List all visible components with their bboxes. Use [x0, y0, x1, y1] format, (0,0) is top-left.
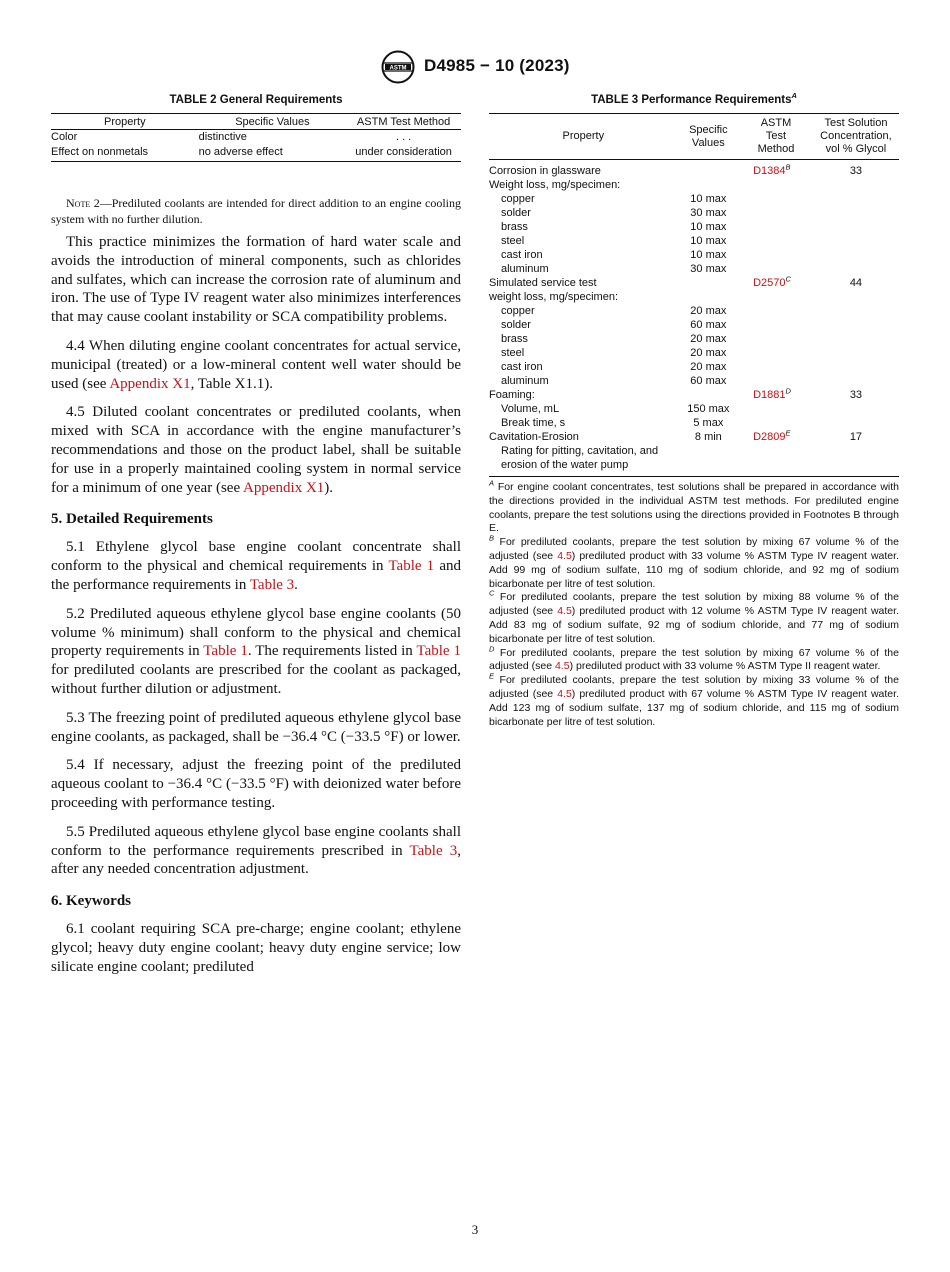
table3-performance-requirements — [489, 113, 899, 477]
concentration-cell — [813, 374, 899, 388]
page-header — [0, 50, 950, 86]
footnote-mark: A — [489, 478, 495, 488]
text-run: and the performance requirements in — [51, 558, 461, 593]
paragraph-5-5 — [51, 823, 461, 879]
table-cell: . . . — [395, 131, 412, 143]
caption-text: TABLE 3 Performance Requirements — [591, 94, 792, 106]
table-3-link[interactable]: Table 3 — [249, 576, 295, 593]
table3-footnote — [489, 478, 899, 536]
header-text: Test Solution — [824, 117, 888, 129]
text-run: 5.1 Ethylene glycol base engine coolant concentrate shall conform to the physical and chemical requirements in — [51, 539, 461, 575]
right-column — [489, 91, 899, 729]
value-cell — [678, 458, 740, 477]
paragraph-6-1: 6.1 coolant requiring SCA pre-charge; engine coolant; ethylene glycol; heavy duty engine coolant; heavy duty engine service; low silicate engine coolant; prediluted — [51, 921, 461, 975]
property-cell: copper — [501, 193, 535, 205]
table-row — [489, 346, 899, 360]
concentration-cell — [813, 402, 899, 416]
table-row — [489, 332, 899, 346]
value-cell: 60 max — [690, 319, 727, 331]
table3-header-method — [739, 114, 813, 160]
table-row — [489, 360, 899, 374]
section-6-heading: 6. Keywords — [51, 893, 131, 910]
table3-footnote — [489, 644, 899, 675]
method-cell — [739, 388, 813, 402]
value-cell — [678, 178, 740, 192]
value-cell: 30 max — [690, 263, 727, 275]
table-row — [489, 402, 899, 416]
test-method-link[interactable]: D2570 — [753, 277, 786, 289]
text-run: ). — [324, 479, 334, 496]
method-cell — [739, 192, 813, 206]
text-run: . — [294, 576, 298, 593]
property-cell: Foaming: — [489, 389, 535, 401]
table2-general-requirements — [51, 113, 461, 162]
method-cell — [739, 430, 813, 444]
table-1-link[interactable]: Table 1 — [416, 643, 461, 660]
method-cell — [739, 346, 813, 360]
table-row — [489, 416, 899, 430]
value-cell: 20 max — [690, 305, 727, 317]
value-cell: 60 max — [690, 375, 727, 387]
concentration-cell — [813, 220, 899, 234]
value-cell: 30 max — [690, 207, 727, 219]
method-cell — [739, 304, 813, 318]
method-cell — [739, 458, 813, 477]
appendix-x1-link[interactable]: Appendix X1 — [109, 375, 191, 392]
table3-header-property: Property — [489, 114, 678, 160]
table-row — [489, 192, 899, 206]
table-cell: Effect on nonmetals — [51, 145, 199, 162]
value-cell — [678, 160, 740, 179]
table-cell: distinctive — [198, 131, 247, 143]
text-run: 5.5 Prediluted aqueous ethylene glycol base engine coolants shall conform to the performance requirements prescribed in — [51, 823, 461, 859]
concentration-cell — [813, 304, 899, 318]
property-cell: cast iron — [501, 249, 543, 261]
table2-header-property: Property — [51, 114, 199, 130]
section-4-5-link[interactable]: 4.5 — [557, 605, 572, 618]
text-run: for prediluted coolants are prescribed for the coolant as packaged, without further dilution or adjustment. — [51, 662, 461, 697]
concentration-cell — [813, 206, 899, 220]
concentration-cell: 17 — [849, 431, 863, 443]
value-cell — [678, 290, 740, 304]
concentration-cell — [813, 444, 899, 458]
page-number: 3 — [471, 1222, 479, 1237]
table-cell: no adverse effect — [199, 145, 347, 162]
value-cell: 10 max — [690, 235, 727, 247]
table3-footnotes — [489, 478, 899, 729]
method-cell — [739, 360, 813, 374]
note-2 — [51, 196, 461, 227]
property-cell: solder — [501, 207, 531, 219]
text-run: , after any needed concentration adjustment. — [51, 842, 461, 878]
header-text: ASTM — [760, 117, 792, 129]
method-cell — [739, 276, 813, 290]
text-run: ) prediluted product with 33 volume % ASTM Type II reagent water. — [569, 660, 881, 673]
method-cell — [739, 160, 813, 179]
test-method-link[interactable]: D1384 — [753, 165, 786, 177]
value-cell: 10 max — [690, 221, 727, 233]
table-row — [489, 458, 899, 477]
concentration-cell — [813, 346, 899, 360]
table-row — [51, 145, 461, 162]
table2-header-method: ASTM Test Method — [346, 114, 461, 130]
table2-caption: TABLE 2 General Requirements — [169, 94, 343, 106]
property-cell: erosion of the water pump — [489, 458, 678, 477]
table-row — [489, 276, 899, 290]
value-cell: 8 min — [694, 431, 722, 443]
astm-logo-icon — [381, 50, 415, 84]
footnote-mark: E — [489, 671, 495, 681]
property-cell: Simulated service test — [489, 277, 597, 289]
text-run: ) prediluted product with 12 volume % ASTM Type IV reagent water. Add 83 mg of sodium sulfate, 92 mg of sodium chloride, and 77 mg of sodium bicarbonate per litre of test solution. — [489, 605, 899, 645]
paragraph-5-2 — [51, 605, 461, 699]
text-run: ) prediluted product with 67 volume % ASTM Type IV reagent water. Add 123 mg of sodium sulfate, 137 mg of sodium chloride, and 115 mg of sodium bicarbonate per litre of test solution. — [489, 687, 899, 728]
value-cell: 20 max — [690, 347, 727, 359]
table-row — [489, 178, 899, 192]
text-run: 4.4 When diluting engine coolant concentrates for actual service, municipal (treated) or a low-mineral content well water should be used (see — [51, 337, 461, 392]
text-run: 5.2 Prediluted aqueous ethylene glycol base engine coolants (50 volume % minimum) shall conform to the physical and chemical property requirements in — [51, 605, 461, 660]
text-run: For prediluted coolants, prepare the test solution by mixing 33 volume % of the adjusted (see — [489, 674, 899, 700]
value-cell: 20 max — [690, 333, 727, 345]
footnote-mark: D — [489, 644, 495, 654]
header-text: Concentration, — [820, 130, 892, 142]
footnote-mark: C — [489, 588, 495, 598]
concentration-cell — [813, 192, 899, 206]
property-cell: Cavitation-Erosion — [489, 431, 579, 443]
text-run: For engine coolant concentrates, test solutions shall be prepared in accordance with the directions provided in the individual ASTM test methods. For prediluted engine coolants, prepare the test solutions using the directions provided in Footnotes B through E. — [489, 481, 899, 535]
concentration-cell — [813, 360, 899, 374]
paragraph-4-5 — [51, 403, 461, 497]
value-cell: 20 max — [690, 361, 727, 373]
caption-footnote-mark: A — [791, 91, 797, 101]
table2-header-values: Specific Values — [199, 114, 347, 130]
table-cell: Color — [51, 131, 78, 143]
section-4-5-link[interactable]: 4.5 — [557, 687, 572, 700]
method-cell — [739, 206, 813, 220]
property-cell: Rating for pitting, cavitation, and — [501, 445, 659, 457]
concentration-cell — [813, 178, 899, 192]
property-cell: weight loss, mg/specimen: — [489, 291, 618, 303]
table-row — [489, 234, 899, 248]
table3-footnote — [489, 671, 899, 729]
property-cell: steel — [501, 347, 525, 359]
document-designation: D4985 − 10 (2023) — [424, 56, 570, 75]
text-run: 4.5 Diluted coolant concentrates or prediluted coolants, when mixed with SCA in accordance with the engine manufacturer’s recommendations and those on the product label, shall be suitable for use in a properly maintained cooling system in normal service for a minimum of one year (see — [51, 404, 461, 496]
table-row — [489, 318, 899, 332]
method-cell — [739, 444, 813, 458]
property-cell: cast iron — [501, 361, 543, 373]
text-run: For prediluted coolants, prepare the test solution by mixing 67 volume % of the adjusted (see — [489, 536, 899, 562]
property-cell: Break time, s — [501, 417, 566, 429]
note-text: —Prediluted coolants are intended for direct addition to an engine cooling system with no further dilution. — [51, 196, 462, 226]
value-cell: 10 max — [690, 249, 727, 261]
property-cell: Volume, mL — [501, 403, 560, 415]
header-text: Specific Values — [689, 123, 728, 149]
table-row — [489, 304, 899, 318]
method-cell — [739, 290, 813, 304]
table-row — [489, 374, 899, 388]
table-1-link[interactable]: Table 1 — [203, 643, 248, 660]
footnote-mark: B — [489, 533, 495, 543]
section-4-5-link[interactable]: 4.5 — [557, 549, 572, 562]
paragraph-5-4: 5.4 If necessary, adjust the freezing point of the prediluted aqueous coolant to −36.4 °C (−33.5 °F) with deionized water before proceeding with performance testing. — [51, 757, 461, 811]
text-run: For prediluted coolants, prepare the test solution by mixing 67 volume % of the adjusted (see — [489, 646, 899, 673]
table-row — [489, 444, 899, 458]
header-text: Method — [757, 143, 795, 155]
test-method-link[interactable]: D2809 — [753, 431, 786, 443]
table3-footnote — [489, 533, 899, 591]
table-row — [489, 262, 899, 276]
property-cell: solder — [501, 319, 531, 331]
method-cell — [739, 402, 813, 416]
table-row — [489, 388, 899, 402]
property-cell: copper — [501, 305, 535, 317]
concentration-cell — [813, 318, 899, 332]
appendix-x1-link[interactable]: Appendix X1 — [243, 479, 325, 496]
value-cell: 5 max — [693, 417, 724, 429]
method-cell — [739, 262, 813, 276]
property-cell: steel — [501, 235, 525, 247]
table3-header-values — [678, 114, 740, 160]
table3-body — [489, 160, 899, 477]
note-label: Note 2 — [66, 196, 100, 210]
table-3-link[interactable]: Table 3 — [409, 842, 458, 859]
table-1-link[interactable]: Table 1 — [388, 558, 435, 575]
table-row — [489, 206, 899, 220]
concentration-cell — [813, 416, 899, 430]
property-cell: Corrosion in glassware — [489, 165, 601, 177]
value-cell: 150 max — [687, 403, 730, 415]
method-cell — [739, 234, 813, 248]
paragraph-5-1 — [51, 538, 461, 594]
footnote-mark: E — [785, 428, 791, 438]
concentration-cell — [813, 234, 899, 248]
paragraph-intro: This practice minimizes the formation of hard water scale and avoids the introduction of mineral components, such as chlorides and sulfates, which can increase the corrosion rate of aluminum and iron. The use of Type IV reagent water also minimizes interferences that may cause coolant instability or SCA compatibility problems. — [51, 234, 461, 326]
table-row — [489, 220, 899, 234]
paragraph-4-4 — [51, 337, 461, 393]
concentration-cell — [813, 262, 899, 276]
method-cell — [739, 220, 813, 234]
concentration-cell — [813, 290, 899, 304]
property-cell: aluminum — [501, 375, 549, 387]
text-run: . The requirements listed in — [247, 643, 417, 660]
concentration-cell: 33 — [849, 165, 863, 177]
section-5-heading: 5. Detailed Requirements — [51, 511, 213, 528]
left-column — [51, 94, 461, 987]
table-row — [489, 430, 899, 444]
footnote-mark: B — [785, 162, 791, 172]
concentration-cell: 33 — [849, 389, 863, 401]
value-cell — [678, 388, 740, 402]
table3-caption — [489, 91, 899, 106]
property-cell: Weight loss, mg/specimen: — [489, 179, 621, 191]
value-cell: 10 max — [690, 193, 727, 205]
table-cell: under consideration — [346, 145, 461, 162]
property-cell: brass — [501, 333, 528, 345]
method-cell — [739, 248, 813, 262]
section-4-5-link[interactable]: 4.5 — [554, 660, 570, 673]
concentration-cell — [813, 332, 899, 346]
method-cell — [739, 318, 813, 332]
table-row — [51, 130, 461, 146]
test-method-link[interactable]: D1881 — [753, 389, 786, 401]
table3-header-concentration — [813, 114, 899, 160]
text-run: For prediluted coolants, prepare the test solution by mixing 88 volume % of the adjusted (see — [489, 591, 899, 618]
property-cell: aluminum — [501, 263, 549, 275]
value-cell — [678, 276, 740, 290]
concentration-cell — [813, 248, 899, 262]
method-cell — [739, 374, 813, 388]
text-run: , Table X1.1). — [190, 375, 273, 392]
text-run: ) prediluted product with 33 volume % ASTM Type IV reagent water. Add 99 mg of sodium sulfate, 110 mg of sodium chloride, and 92 mg of sodium bicarbonate per litre of test solution. — [489, 549, 899, 590]
header-text: Test — [765, 130, 787, 142]
table3-footnote — [489, 588, 899, 646]
header-text: vol % Glycol — [825, 143, 887, 155]
value-cell — [678, 444, 740, 458]
method-cell — [739, 416, 813, 430]
concentration-cell: 44 — [849, 277, 863, 289]
concentration-cell — [813, 458, 899, 477]
paragraph-5-3: 5.3 The freezing point of prediluted aqueous ethylene glycol base engine coolants, as packaged, shall be −36.4 °C (−33.5 °F) or lower. — [51, 709, 461, 745]
table-row — [489, 248, 899, 262]
svg-text:ASTM: ASTM — [389, 65, 407, 72]
property-cell: brass — [501, 221, 528, 233]
method-cell — [739, 332, 813, 346]
table-row — [489, 160, 899, 179]
method-cell — [739, 178, 813, 192]
footnote-mark: C — [785, 274, 791, 284]
footnote-mark: D — [785, 386, 791, 396]
table-row — [489, 290, 899, 304]
